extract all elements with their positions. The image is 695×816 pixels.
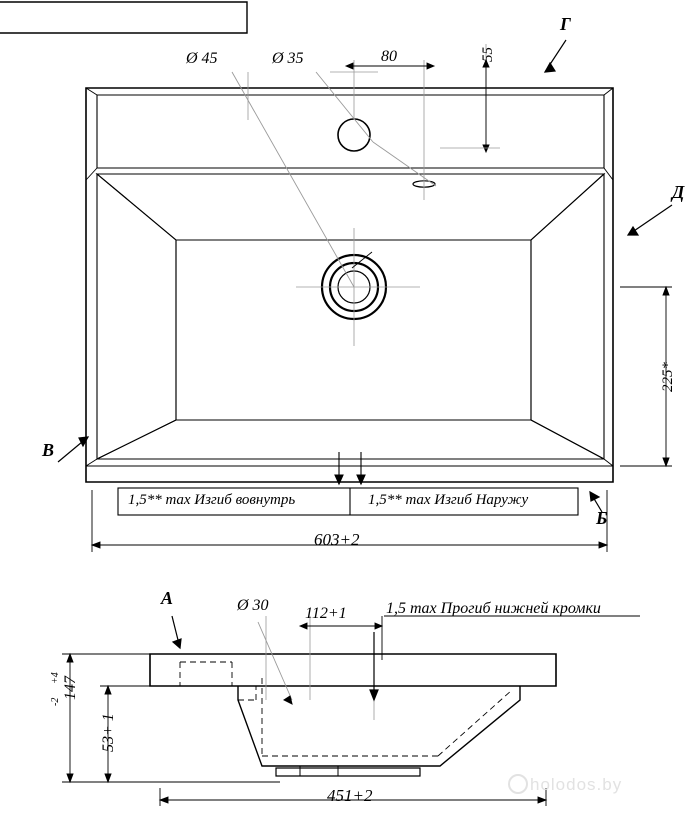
dim-451: 451+2	[327, 786, 373, 805]
dim-80: 80	[381, 48, 397, 65]
callout-v: В	[42, 440, 55, 460]
watermark-text: holodos.by	[530, 775, 623, 794]
dim-53: 53+ 1	[100, 713, 117, 752]
note-bottom-edge: 1,5 max Прогиб нижней кромки	[386, 600, 601, 617]
note-outward: 1,5** max Изгиб Наружу	[368, 492, 529, 508]
callout-g: Г	[560, 14, 571, 34]
dim-147: 147	[62, 676, 79, 700]
dim-diameter-45: Ø 45	[186, 50, 218, 67]
watermark-icon	[508, 774, 528, 794]
note-inward: 1,5** max Изгиб вовнутрь	[128, 492, 296, 508]
dim-diameter-35: Ø 35	[272, 50, 304, 67]
dim-147-tol-dn: -2	[50, 697, 61, 706]
dim-112: 112+1	[305, 605, 347, 622]
dim-diameter-30: Ø 30	[237, 597, 269, 614]
callout-d: Д	[672, 182, 685, 202]
dim-225: 225*	[660, 362, 676, 392]
callout-a: А	[161, 588, 174, 608]
dim-width-total: 603+2	[314, 530, 360, 549]
dim-55: 55	[480, 47, 496, 62]
callout-b: Б	[596, 508, 608, 528]
dim-147-tol-up: +4	[50, 672, 61, 684]
